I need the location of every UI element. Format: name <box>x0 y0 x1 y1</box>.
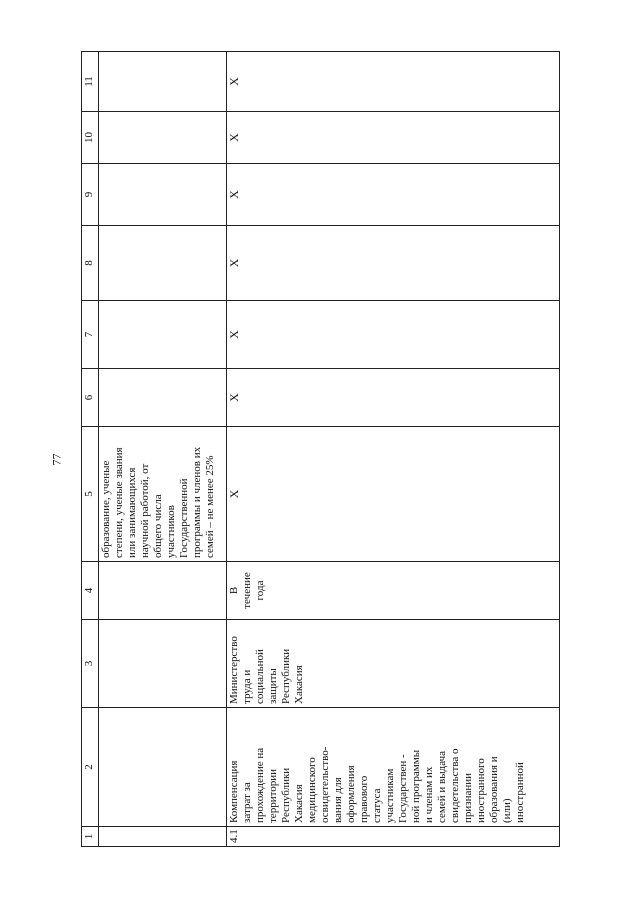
x-mark: X <box>227 52 560 112</box>
table-row <box>227 52 560 847</box>
header-cell: 4 <box>82 562 99 620</box>
table-cell <box>99 827 227 847</box>
table-cell <box>99 369 227 427</box>
header-cell: 5 <box>82 427 99 562</box>
header-cell: 8 <box>82 226 99 301</box>
term: В течение года <box>227 562 560 620</box>
x-mark: X <box>227 301 560 369</box>
executor: Министерство труда и социальной защиты Республики Хакасия <box>227 620 560 708</box>
header-cell: 2 <box>82 708 99 827</box>
measure-name: Компенсация затрат за прохождение на территории Республики Хакасия медицинского освидетельство- вания для оформления правового статуса участникам Государствен - ной программы и членам их семей и выдача свидетельства о признании иностранного образования и (или) иностранной <box>227 708 560 827</box>
table-cell <box>99 708 227 827</box>
header-cell: 10 <box>82 112 99 164</box>
header-cell: 3 <box>82 620 99 708</box>
table-cell <box>99 562 227 620</box>
row-number: 4.1 <box>227 827 560 847</box>
x-mark: X <box>227 226 560 301</box>
table-cell <box>99 301 227 369</box>
continuation-row <box>99 52 227 847</box>
header-cell: 7 <box>82 301 99 369</box>
rotated-table <box>81 52 581 847</box>
header-cell: 9 <box>82 164 99 226</box>
header-row <box>82 52 99 847</box>
table-cell <box>99 52 227 112</box>
page-number: 77 <box>49 453 64 466</box>
table-cell <box>99 164 227 226</box>
x-mark: X <box>227 369 560 427</box>
table-cell <box>99 112 227 164</box>
header-cell: 6 <box>82 369 99 427</box>
indicator-continuation-text: образование, ученые степени, ученые звания или занимающихся научной работой, от общего числа участников Государственной программы и членов их семей – не менее 25% <box>99 427 227 562</box>
table-cell <box>99 226 227 301</box>
table-cell <box>99 620 227 708</box>
x-mark: X <box>227 112 560 164</box>
program-table <box>81 51 560 847</box>
header-cell: 11 <box>82 52 99 112</box>
x-mark: X <box>227 427 560 562</box>
header-cell: 1 <box>82 827 99 847</box>
x-mark: X <box>227 164 560 226</box>
